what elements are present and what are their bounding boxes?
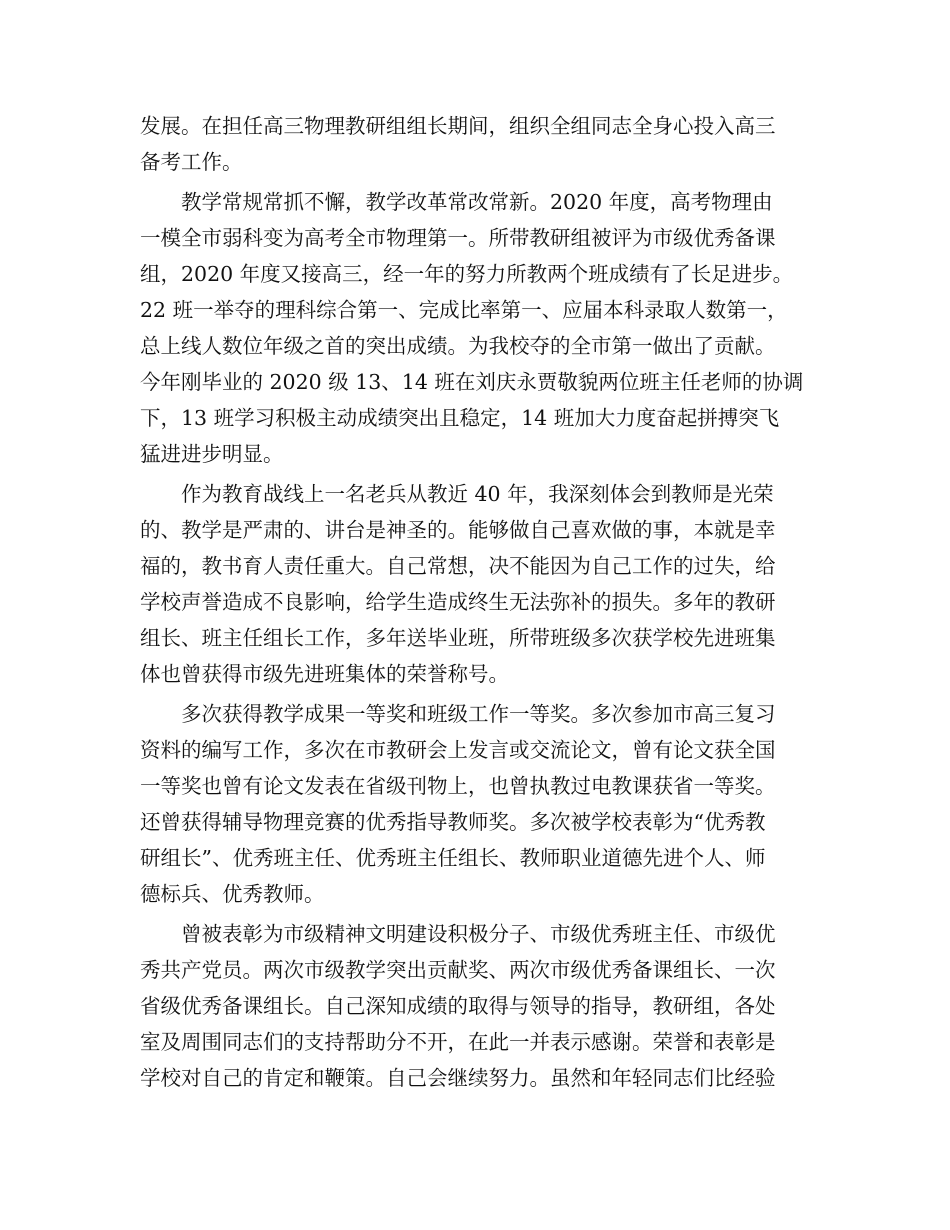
text-line: 还曾获得辅导物理竞赛的优秀指导教师奖。多次被学校表彰为“优秀教 <box>140 810 766 834</box>
text-line: 猛进进步明显。 <box>140 442 284 466</box>
paragraph-3 <box>140 476 820 692</box>
text-line: 组，2020 年度又接高三，经一年的努力所教两个班成绩有了长足进步。 <box>140 262 794 286</box>
text-line: 总上线人数位年级之首的突出成绩。为我校夺的全市第一做出了贡献。 <box>140 334 776 358</box>
text-line: 资料的编写工作，多次在市教研会上发言或交流论文，曾有论文获全国 <box>140 738 776 762</box>
text-line: 多次获得教学成果一等奖和班级工作一等奖。多次参加市高三复习 <box>140 702 776 726</box>
text-line: 今年刚毕业的 2020 级 13、14 班在刘庆永贾敬貌两位班主任老师的协调 <box>140 370 804 394</box>
text-line: 作为教育战线上一名老兵从教近 40 年，我深刻体会到教师是光荣 <box>140 482 774 506</box>
text-line: 德标兵、优秀教师。 <box>140 882 325 906</box>
text-line: 秀共产党员。两次市级教学突出贡献奖、两次市级优秀备课组长、一次 <box>140 958 776 982</box>
text-line: 学校对自己的肯定和鞭策。自己会继续努力。虽然和年轻同志们比经验 <box>140 1066 776 1090</box>
text-line: 曾被表彰为市级精神文明建设积极分子、市级优秀班主任、市级优 <box>140 922 776 946</box>
text-line: 一模全市弱科变为高考全市物理第一。所带教研组被评为市级优秀备课 <box>140 226 776 250</box>
text-line: 发展。在担任高三物理教研组组长期间，组织全组同志全身心投入高三 <box>140 114 776 138</box>
text-line: 下，13 班学习积极主动成绩突出且稳定，14 班加大力度奋起拼搏突飞 <box>140 406 780 430</box>
text-line: 学校声誉造成不良影响，给学生造成终生无法弥补的损失。多年的教研 <box>140 590 776 614</box>
text-line: 一等奖也曾有论文发表在省级刊物上，也曾执教过电教课获省一等奖。 <box>140 774 776 798</box>
paragraph-2 <box>140 184 820 472</box>
paragraph-4 <box>140 696 820 912</box>
text-line: 福的，教书育人责任重大。自己常想，决不能因为自己工作的过失，给 <box>140 554 776 578</box>
text-line: 教学常规常抓不懈，教学改革常改常新。2020 年度，高考物理由 <box>140 190 773 214</box>
text-line: 省级优秀备课组长。自己深知成绩的取得与领导的指导，教研组，各处 <box>140 994 776 1018</box>
text-line: 研组长”、优秀班主任、优秀班主任组长、教师职业道德先进个人、师 <box>140 846 766 870</box>
text-line: 组长、班主任组长工作，多年送毕业班，所带班级多次获学校先进班集 <box>140 626 776 650</box>
paragraph-5 <box>140 916 820 1096</box>
text-line: 室及周围同志们的支持帮助分不开，在此一并表示感谢。荣誉和表彰是 <box>140 1030 776 1054</box>
paragraph-1 <box>140 108 820 180</box>
text-line: 备考工作。 <box>140 150 243 174</box>
text-line: 体也曾获得市级先进班集体的荣誉称号。 <box>140 662 509 686</box>
document-body <box>140 108 820 1096</box>
text-line: 的、教学是严肃的、讲台是神圣的。能够做自己喜欢做的事，本就是幸 <box>140 518 776 542</box>
text-line: 22 班一举夺的理科综合第一、完成比率第一、应届本科录取人数第一， <box>140 298 788 322</box>
